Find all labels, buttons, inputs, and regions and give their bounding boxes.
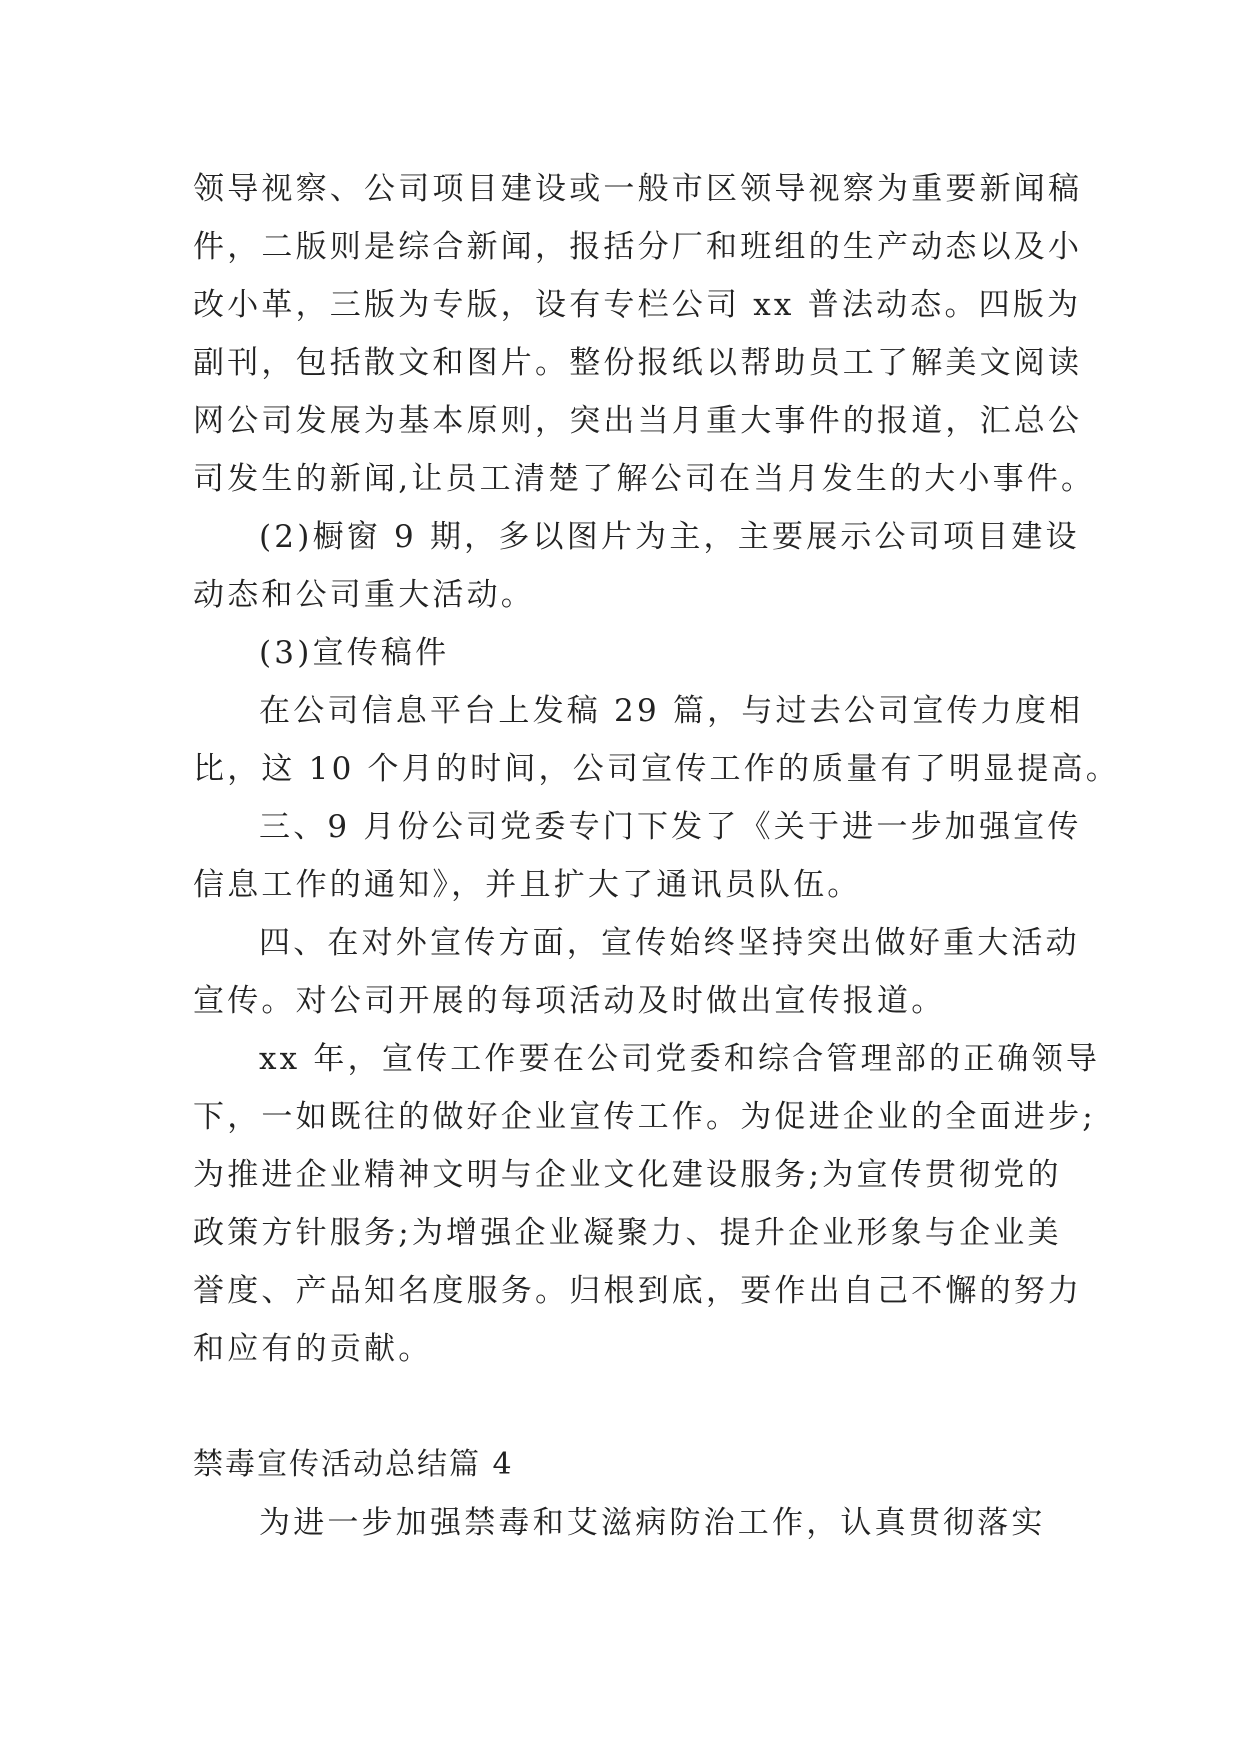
- text-line: 领导视察、公司项目建设或一般市区领导视察为重要新闻稿: [193, 171, 1083, 207]
- paragraph-first-line: (3)宣传稿件: [259, 635, 450, 671]
- section-title: 禁毒宣传活动总结篇 4: [193, 1447, 514, 1482]
- text-line: 网公司发展为基本原则，突出当月重大事件的报道，汇总公: [193, 403, 1083, 439]
- section-spacer: [193, 1378, 1053, 1436]
- paragraph-first-line: (2)橱窗 9 期，多以图片为主，主要展示公司项目建设: [259, 519, 1080, 555]
- text-line: 宣传。对公司开展的每项活动及时做出宣传报道。: [193, 983, 946, 1019]
- paragraph-first-line: 三、9 月份公司党委专门下发了《关于进一步加强宣传: [259, 809, 1082, 845]
- text-line: 比，这 10 个月的时间，公司宣传工作的质量有了明显提高。: [193, 751, 1120, 787]
- paragraph-first-line: 为进一步加强禁毒和艾滋病防治工作，认真贯彻落实: [259, 1505, 1046, 1541]
- document-body: [193, 160, 1120, 1552]
- paragraph-first-line: xx 年，宣传工作要在公司党委和综合管理部的正确领导: [259, 1041, 1101, 1077]
- text-line: 司发生的新闻,让员工清楚了解公司在当月发生的大小事件。: [193, 461, 1096, 497]
- text-line: 改小革，三版为专版，设有专栏公司 xx 普法动态。四版为: [193, 287, 1082, 323]
- text-line: 件，二版则是综合新闻，报括分厂和班组的生产动态以及小: [193, 229, 1083, 265]
- text-line: 信息工作的通知》，并且扩大了通讯员队伍。: [193, 867, 862, 903]
- text-line: 副刊，包括散文和图片。整份报纸以帮助员工了解美文阅读: [193, 345, 1083, 381]
- text-line: 动态和公司重大活动。: [193, 577, 535, 613]
- text-line: 为推进企业精神文明与企业文化建设服务;为宣传贯彻党的: [193, 1157, 1062, 1193]
- text-line: 下，一如既往的做好企业宣传工作。为促进企业的全面进步;: [193, 1099, 1096, 1135]
- text-line: 和应有的贡献。: [193, 1331, 433, 1367]
- text-line: 誉度、产品知名度服务。归根到底，要作出自己不懈的努力: [193, 1273, 1083, 1309]
- paragraph-first-line: 四、在对外宣传方面，宣传始终坚持突出做好重大活动: [259, 925, 1080, 961]
- text-line: 政策方针服务;为增强企业凝聚力、提升企业形象与企业美: [193, 1215, 1062, 1251]
- paragraph-first-line: 在公司信息平台上发稿 29 篇，与过去公司宣传力度相: [259, 693, 1084, 729]
